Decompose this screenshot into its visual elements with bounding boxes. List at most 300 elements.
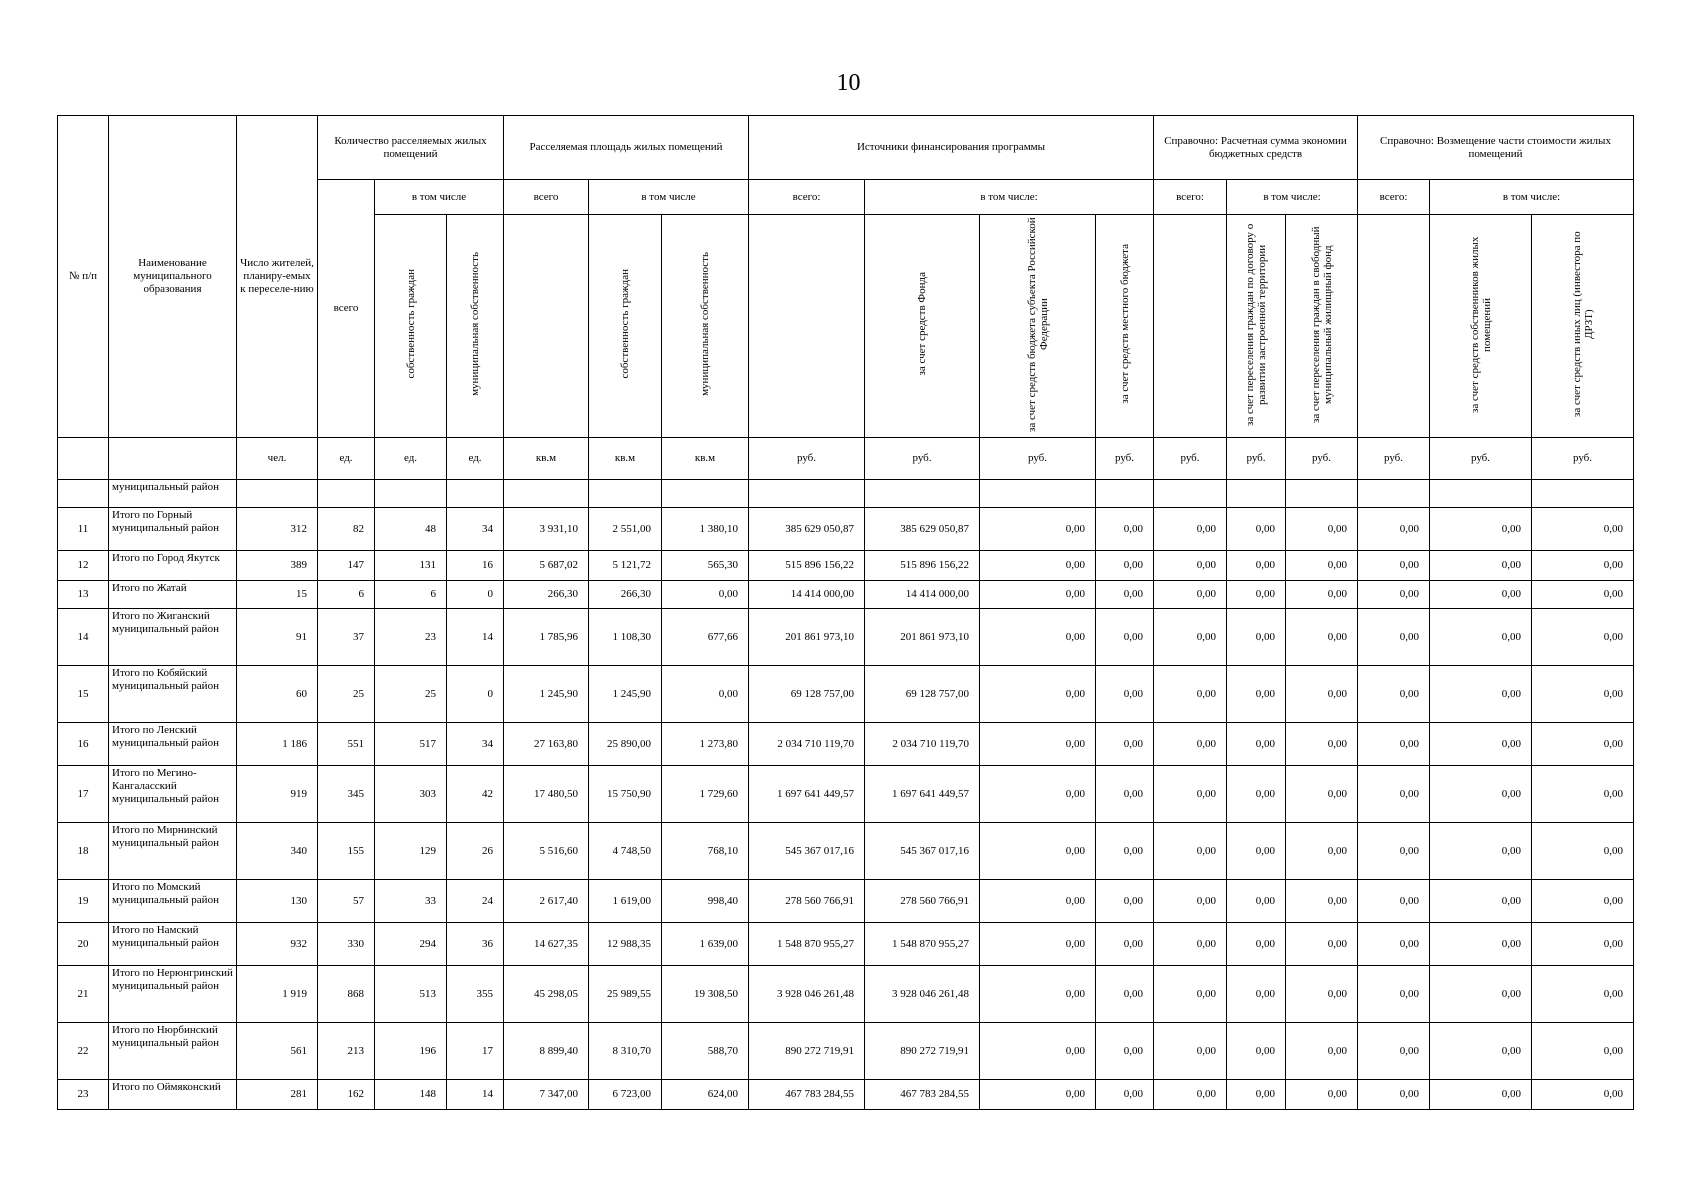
value-cell: 0,00 <box>1430 1080 1532 1110</box>
value-cell: 1 548 870 955,27 <box>865 923 980 966</box>
value-cell: 0,00 <box>1154 1023 1227 1080</box>
value-cell: 0,00 <box>1096 723 1154 766</box>
value-cell: 5 516,60 <box>504 823 589 880</box>
value-cell: 14 <box>447 1080 504 1110</box>
header-count-municipal: муниципальная собственность <box>447 215 504 438</box>
value-cell: 0,00 <box>1430 723 1532 766</box>
header-group-compensation: Справочно: Возмещение части стоимости жилых помещений <box>1358 116 1634 180</box>
unit-cell: руб. <box>865 438 980 480</box>
table-row <box>58 1080 1634 1110</box>
value-cell: 213 <box>318 1023 375 1080</box>
row-number: 18 <box>58 823 109 880</box>
value-cell: 0,00 <box>1096 1023 1154 1080</box>
value-cell: 0,00 <box>1154 508 1227 551</box>
header-savings-total-blank <box>1154 215 1227 438</box>
value-cell: 14 <box>447 609 504 666</box>
value-cell: 26 <box>447 823 504 880</box>
header-funding-total-blank <box>749 215 865 438</box>
value-cell: 5 121,72 <box>589 551 662 581</box>
value-cell: 33 <box>375 880 447 923</box>
value-cell: 0,00 <box>1227 880 1286 923</box>
value-cell: 8 310,70 <box>589 1023 662 1080</box>
value-cell: 0,00 <box>1532 551 1634 581</box>
value-cell: 588,70 <box>662 1023 749 1080</box>
value-cell: 467 783 284,55 <box>865 1080 980 1110</box>
value-cell: 48 <box>375 508 447 551</box>
header-area-municipal: муниципальная собственность <box>662 215 749 438</box>
value-cell: 0,00 <box>1286 823 1358 880</box>
value-cell: 0,00 <box>1227 508 1286 551</box>
value-cell: 0,00 <box>1286 551 1358 581</box>
municipality-name: Итого по Мегино-Кангаласский муниципальный район <box>109 766 237 823</box>
value-cell: 0,00 <box>1154 551 1227 581</box>
value-cell: 6 <box>318 581 375 609</box>
value-cell: 0,00 <box>1430 666 1532 723</box>
value-cell: 545 367 017,16 <box>749 823 865 880</box>
value-cell: 57 <box>318 880 375 923</box>
row-number: 14 <box>58 609 109 666</box>
value-cell: 0 <box>447 666 504 723</box>
value-cell: 7 347,00 <box>504 1080 589 1110</box>
value-cell: 37 <box>318 609 375 666</box>
value-cell: 8 899,40 <box>504 1023 589 1080</box>
value-cell: 998,40 <box>662 880 749 923</box>
value-cell: 1 245,90 <box>589 666 662 723</box>
value-cell: 0,00 <box>1154 723 1227 766</box>
header-local-budget: за счет средств местного бюджета <box>1096 215 1154 438</box>
value-cell: 513 <box>375 966 447 1023</box>
municipality-name: Итого по Жиганский муниципальный район <box>109 609 237 666</box>
value-cell: 0,00 <box>1286 666 1358 723</box>
value-cell: 0,00 <box>980 923 1096 966</box>
header-residents: Число жителей, планиру-емых к переселе-нию <box>237 116 318 438</box>
municipality-name: Итого по Нюрбинский муниципальный район <box>109 1023 237 1080</box>
value-cell: 355 <box>447 966 504 1023</box>
value-cell: 561 <box>237 1023 318 1080</box>
municipality-name: Итого по Момский муниципальный район <box>109 880 237 923</box>
value-cell: 2 034 710 119,70 <box>865 723 980 766</box>
header-comp-including: в том числе: <box>1430 180 1634 215</box>
value-cell: 3 931,10 <box>504 508 589 551</box>
value-cell: 266,30 <box>589 581 662 609</box>
value-cell: 0,00 <box>1286 1080 1358 1110</box>
header-area-including: в том числе <box>589 180 749 215</box>
value-cell: 60 <box>237 666 318 723</box>
resettlement-table <box>57 115 1634 1110</box>
header-subject-budget: за счет средств бюджета субъекта Российской Федерации <box>980 215 1096 438</box>
value-cell: 0,00 <box>1358 551 1430 581</box>
value-cell: 0,00 <box>1227 666 1286 723</box>
value-cell: 0,00 <box>1358 880 1430 923</box>
value-cell: 0,00 <box>1227 551 1286 581</box>
value-cell: 278 560 766,91 <box>865 880 980 923</box>
row-number: 16 <box>58 723 109 766</box>
value-cell: 1 619,00 <box>589 880 662 923</box>
value-cell: 0,00 <box>1227 1023 1286 1080</box>
value-cell: 0,00 <box>1430 823 1532 880</box>
municipality-name: Итого по Горный муниципальный район <box>109 508 237 551</box>
value-cell: 345 <box>318 766 375 823</box>
value-cell: 36 <box>447 923 504 966</box>
header-num: № п/п <box>58 116 109 438</box>
header-group-funding: Источники финансирования программы <box>749 116 1154 180</box>
unit-cell: кв.м <box>662 438 749 480</box>
value-cell: 0,00 <box>1154 923 1227 966</box>
value-cell: 515 896 156,22 <box>865 551 980 581</box>
value-cell: 0,00 <box>1096 966 1154 1023</box>
continuation-num <box>58 480 109 508</box>
table-row <box>58 823 1634 880</box>
value-cell: 201 861 973,10 <box>749 609 865 666</box>
value-cell: 130 <box>237 880 318 923</box>
value-cell: 0,00 <box>1532 508 1634 551</box>
value-cell: 0,00 <box>1096 508 1154 551</box>
row-number: 21 <box>58 966 109 1023</box>
value-cell: 1 186 <box>237 723 318 766</box>
value-cell: 0,00 <box>1532 581 1634 609</box>
value-cell: 0,00 <box>1286 766 1358 823</box>
value-cell: 385 629 050,87 <box>865 508 980 551</box>
unit-cell: руб. <box>1227 438 1286 480</box>
municipality-name: Итого по Кобяйский муниципальный район <box>109 666 237 723</box>
value-cell: 0,00 <box>1532 923 1634 966</box>
value-cell: 0,00 <box>1532 966 1634 1023</box>
value-cell: 0,00 <box>1154 966 1227 1023</box>
value-cell: 25 989,55 <box>589 966 662 1023</box>
row-number: 23 <box>58 1080 109 1110</box>
value-cell: 0,00 <box>1154 766 1227 823</box>
value-cell: 0,00 <box>1154 880 1227 923</box>
value-cell: 17 480,50 <box>504 766 589 823</box>
value-cell: 919 <box>237 766 318 823</box>
value-cell: 0,00 <box>662 581 749 609</box>
value-cell: 0,00 <box>1532 609 1634 666</box>
value-cell: 1 785,96 <box>504 609 589 666</box>
value-cell: 0,00 <box>1227 766 1286 823</box>
value-cell: 624,00 <box>662 1080 749 1110</box>
value-cell: 69 128 757,00 <box>749 666 865 723</box>
value-cell: 0,00 <box>1358 823 1430 880</box>
value-cell: 147 <box>318 551 375 581</box>
value-cell: 129 <box>375 823 447 880</box>
value-cell: 517 <box>375 723 447 766</box>
value-cell: 0,00 <box>1154 666 1227 723</box>
value-cell: 0,00 <box>1430 609 1532 666</box>
value-cell: 0,00 <box>1358 581 1430 609</box>
value-cell: 312 <box>237 508 318 551</box>
value-cell: 0,00 <box>1286 966 1358 1023</box>
value-cell: 0 <box>447 581 504 609</box>
unit-cell: руб. <box>1532 438 1634 480</box>
value-cell: 0,00 <box>980 551 1096 581</box>
header-area-total: всего <box>504 180 589 215</box>
value-cell: 1 245,90 <box>504 666 589 723</box>
value-cell: 0,00 <box>1096 581 1154 609</box>
value-cell: 15 <box>237 581 318 609</box>
value-cell: 545 367 017,16 <box>865 823 980 880</box>
value-cell: 25 890,00 <box>589 723 662 766</box>
value-cell: 0,00 <box>1154 581 1227 609</box>
header-group-count: Количество расселяемых жилых помещений <box>318 116 504 180</box>
value-cell: 565,30 <box>662 551 749 581</box>
value-cell: 34 <box>447 723 504 766</box>
municipality-name: Итого по Намский муниципальный район <box>109 923 237 966</box>
value-cell: 2 617,40 <box>504 880 589 923</box>
value-cell: 0,00 <box>1430 581 1532 609</box>
value-cell: 0,00 <box>980 723 1096 766</box>
unit-cell: руб. <box>1286 438 1358 480</box>
value-cell: 1 697 641 449,57 <box>865 766 980 823</box>
value-cell: 0,00 <box>980 1023 1096 1080</box>
row-number: 17 <box>58 766 109 823</box>
value-cell: 551 <box>318 723 375 766</box>
row-number: 20 <box>58 923 109 966</box>
value-cell: 0,00 <box>1430 551 1532 581</box>
value-cell: 0,00 <box>1286 581 1358 609</box>
value-cell: 201 861 973,10 <box>865 609 980 666</box>
unit-cell: ед. <box>447 438 504 480</box>
value-cell: 12 988,35 <box>589 923 662 966</box>
row-number: 22 <box>58 1023 109 1080</box>
units-blank-2 <box>109 438 237 480</box>
table-row <box>58 551 1634 581</box>
header-area-owned: собственность граждан <box>589 215 662 438</box>
value-cell: 196 <box>375 1023 447 1080</box>
header-comp-total: всего: <box>1358 180 1430 215</box>
value-cell: 0,00 <box>1096 666 1154 723</box>
value-cell: 0,00 <box>1358 966 1430 1023</box>
value-cell: 281 <box>237 1080 318 1110</box>
header-fund: за счет средств Фонда <box>865 215 980 438</box>
value-cell: 25 <box>318 666 375 723</box>
value-cell: 1 697 641 449,57 <box>749 766 865 823</box>
value-cell: 340 <box>237 823 318 880</box>
header-group-area: Расселяемая площадь жилых помещений <box>504 116 749 180</box>
value-cell: 0,00 <box>1227 966 1286 1023</box>
value-cell: 4 748,50 <box>589 823 662 880</box>
value-cell: 3 928 046 261,48 <box>865 966 980 1023</box>
value-cell: 0,00 <box>1532 1023 1634 1080</box>
header-savings-including: в том числе: <box>1227 180 1358 215</box>
header-count-including: в том числе <box>375 180 504 215</box>
data-rows <box>58 508 1634 1110</box>
value-cell: 6 723,00 <box>589 1080 662 1110</box>
table-row <box>58 666 1634 723</box>
value-cell: 0,00 <box>980 880 1096 923</box>
header-funding-including: в том числе: <box>865 180 1154 215</box>
value-cell: 0,00 <box>1154 1080 1227 1110</box>
value-cell: 0,00 <box>1532 880 1634 923</box>
value-cell: 0,00 <box>1227 581 1286 609</box>
municipality-name: Итого по Оймяконский <box>109 1080 237 1110</box>
value-cell: 890 272 719,91 <box>749 1023 865 1080</box>
row-number: 15 <box>58 666 109 723</box>
table-row <box>58 1023 1634 1080</box>
value-cell: 155 <box>318 823 375 880</box>
value-cell: 0,00 <box>1430 508 1532 551</box>
header-area-total-blank <box>504 215 589 438</box>
value-cell: 0,00 <box>980 823 1096 880</box>
value-cell: 0,00 <box>1227 823 1286 880</box>
value-cell: 0,00 <box>1096 923 1154 966</box>
value-cell: 148 <box>375 1080 447 1110</box>
table-row <box>58 609 1634 666</box>
row-number: 19 <box>58 880 109 923</box>
value-cell: 0,00 <box>1286 880 1358 923</box>
value-cell: 0,00 <box>1532 1080 1634 1110</box>
value-cell: 1 548 870 955,27 <box>749 923 865 966</box>
municipality-name: Итого по Жатай <box>109 581 237 609</box>
table-row <box>58 966 1634 1023</box>
value-cell: 330 <box>318 923 375 966</box>
table-row <box>58 723 1634 766</box>
value-cell: 0,00 <box>980 766 1096 823</box>
value-cell: 0,00 <box>1096 823 1154 880</box>
value-cell: 69 128 757,00 <box>865 666 980 723</box>
value-cell: 24 <box>447 880 504 923</box>
value-cell: 515 896 156,22 <box>749 551 865 581</box>
value-cell: 131 <box>375 551 447 581</box>
value-cell: 1 380,10 <box>662 508 749 551</box>
table-row <box>58 923 1634 966</box>
value-cell: 0,00 <box>1532 723 1634 766</box>
header-name: Наименование муниципального образования <box>109 116 237 438</box>
value-cell: 16 <box>447 551 504 581</box>
value-cell: 294 <box>375 923 447 966</box>
municipality-name: Итого по Мирнинский муниципальный район <box>109 823 237 880</box>
value-cell: 23 <box>375 609 447 666</box>
value-cell: 1 273,80 <box>662 723 749 766</box>
row-number: 13 <box>58 581 109 609</box>
value-cell: 385 629 050,87 <box>749 508 865 551</box>
value-cell: 0,00 <box>980 581 1096 609</box>
value-cell: 0,00 <box>1286 508 1358 551</box>
value-cell: 932 <box>237 923 318 966</box>
value-cell: 162 <box>318 1080 375 1110</box>
value-cell: 278 560 766,91 <box>749 880 865 923</box>
value-cell: 0,00 <box>980 609 1096 666</box>
value-cell: 0,00 <box>1358 666 1430 723</box>
value-cell: 2 551,00 <box>589 508 662 551</box>
value-cell: 19 308,50 <box>662 966 749 1023</box>
row-number: 12 <box>58 551 109 581</box>
value-cell: 0,00 <box>1227 723 1286 766</box>
header-funding-total: всего: <box>749 180 865 215</box>
value-cell: 0,00 <box>1532 766 1634 823</box>
value-cell: 0,00 <box>1096 766 1154 823</box>
value-cell: 0,00 <box>1358 1023 1430 1080</box>
value-cell: 91 <box>237 609 318 666</box>
value-cell: 266,30 <box>504 581 589 609</box>
value-cell: 0,00 <box>1532 823 1634 880</box>
value-cell: 0,00 <box>1227 609 1286 666</box>
value-cell: 0,00 <box>662 666 749 723</box>
header-owners: за счет средств собственников жилых помещений <box>1430 215 1532 438</box>
row-number: 11 <box>58 508 109 551</box>
value-cell: 5 687,02 <box>504 551 589 581</box>
municipality-name: Итого по Нерюнгринский муниципальный район <box>109 966 237 1023</box>
value-cell: 3 928 046 261,48 <box>749 966 865 1023</box>
value-cell: 17 <box>447 1023 504 1080</box>
unit-cell: руб. <box>749 438 865 480</box>
value-cell: 0,00 <box>1358 609 1430 666</box>
unit-cell: руб. <box>1154 438 1227 480</box>
municipality-name: Итого по Город Якутск <box>109 551 237 581</box>
value-cell: 0,00 <box>1430 923 1532 966</box>
page-number: 10 <box>836 70 861 96</box>
value-cell: 14 414 000,00 <box>749 581 865 609</box>
header-count-total: всего <box>318 180 375 438</box>
value-cell: 0,00 <box>1154 823 1227 880</box>
value-cell: 0,00 <box>1227 923 1286 966</box>
value-cell: 303 <box>375 766 447 823</box>
value-cell: 0,00 <box>1096 1080 1154 1110</box>
unit-cell: кв.м <box>589 438 662 480</box>
value-cell: 0,00 <box>980 1080 1096 1110</box>
value-cell: 0,00 <box>1227 1080 1286 1110</box>
value-cell: 868 <box>318 966 375 1023</box>
value-cell: 0,00 <box>980 666 1096 723</box>
header-other-persons: за счет средств иных лиц (инвестора по ДРЗТ) <box>1532 215 1634 438</box>
value-cell: 0,00 <box>1532 666 1634 723</box>
unit-cell: кв.м <box>504 438 589 480</box>
value-cell: 6 <box>375 581 447 609</box>
value-cell: 1 919 <box>237 966 318 1023</box>
value-cell: 0,00 <box>1430 966 1532 1023</box>
units-blank-1 <box>58 438 109 480</box>
value-cell: 0,00 <box>1358 1080 1430 1110</box>
value-cell: 467 783 284,55 <box>749 1080 865 1110</box>
value-cell: 25 <box>375 666 447 723</box>
value-cell: 0,00 <box>1286 923 1358 966</box>
value-cell: 45 298,05 <box>504 966 589 1023</box>
value-cell: 0,00 <box>1430 766 1532 823</box>
unit-cell: руб. <box>1096 438 1154 480</box>
value-cell: 677,66 <box>662 609 749 666</box>
table-row <box>58 508 1634 551</box>
value-cell: 42 <box>447 766 504 823</box>
value-cell: 0,00 <box>1154 609 1227 666</box>
value-cell: 2 034 710 119,70 <box>749 723 865 766</box>
unit-cell: ед. <box>318 438 375 480</box>
value-cell: 0,00 <box>1430 880 1532 923</box>
municipality-name: Итого по Ленский муниципальный район <box>109 723 237 766</box>
value-cell: 14 627,35 <box>504 923 589 966</box>
value-cell: 1 729,60 <box>662 766 749 823</box>
value-cell: 0,00 <box>1358 508 1430 551</box>
value-cell: 768,10 <box>662 823 749 880</box>
value-cell: 0,00 <box>980 508 1096 551</box>
header-comp-total-blank <box>1358 215 1430 438</box>
value-cell: 890 272 719,91 <box>865 1023 980 1080</box>
value-cell: 0,00 <box>1096 880 1154 923</box>
value-cell: 389 <box>237 551 318 581</box>
header-count-owned: собственность граждан <box>375 215 447 438</box>
value-cell: 0,00 <box>1096 609 1154 666</box>
header-free-fund: за счет переселения граждан в свободный муниципальный жилищный фонд <box>1286 215 1358 438</box>
value-cell: 1 639,00 <box>662 923 749 966</box>
value-cell: 0,00 <box>1358 766 1430 823</box>
value-cell: 82 <box>318 508 375 551</box>
header-group-savings: Справочно: Расчетная сумма экономии бюджетных средств <box>1154 116 1358 180</box>
value-cell: 0,00 <box>1358 723 1430 766</box>
value-cell: 0,00 <box>1096 551 1154 581</box>
table-row <box>58 766 1634 823</box>
value-cell: 27 163,80 <box>504 723 589 766</box>
table-row <box>58 880 1634 923</box>
unit-cell: ед. <box>375 438 447 480</box>
value-cell: 0,00 <box>1358 923 1430 966</box>
